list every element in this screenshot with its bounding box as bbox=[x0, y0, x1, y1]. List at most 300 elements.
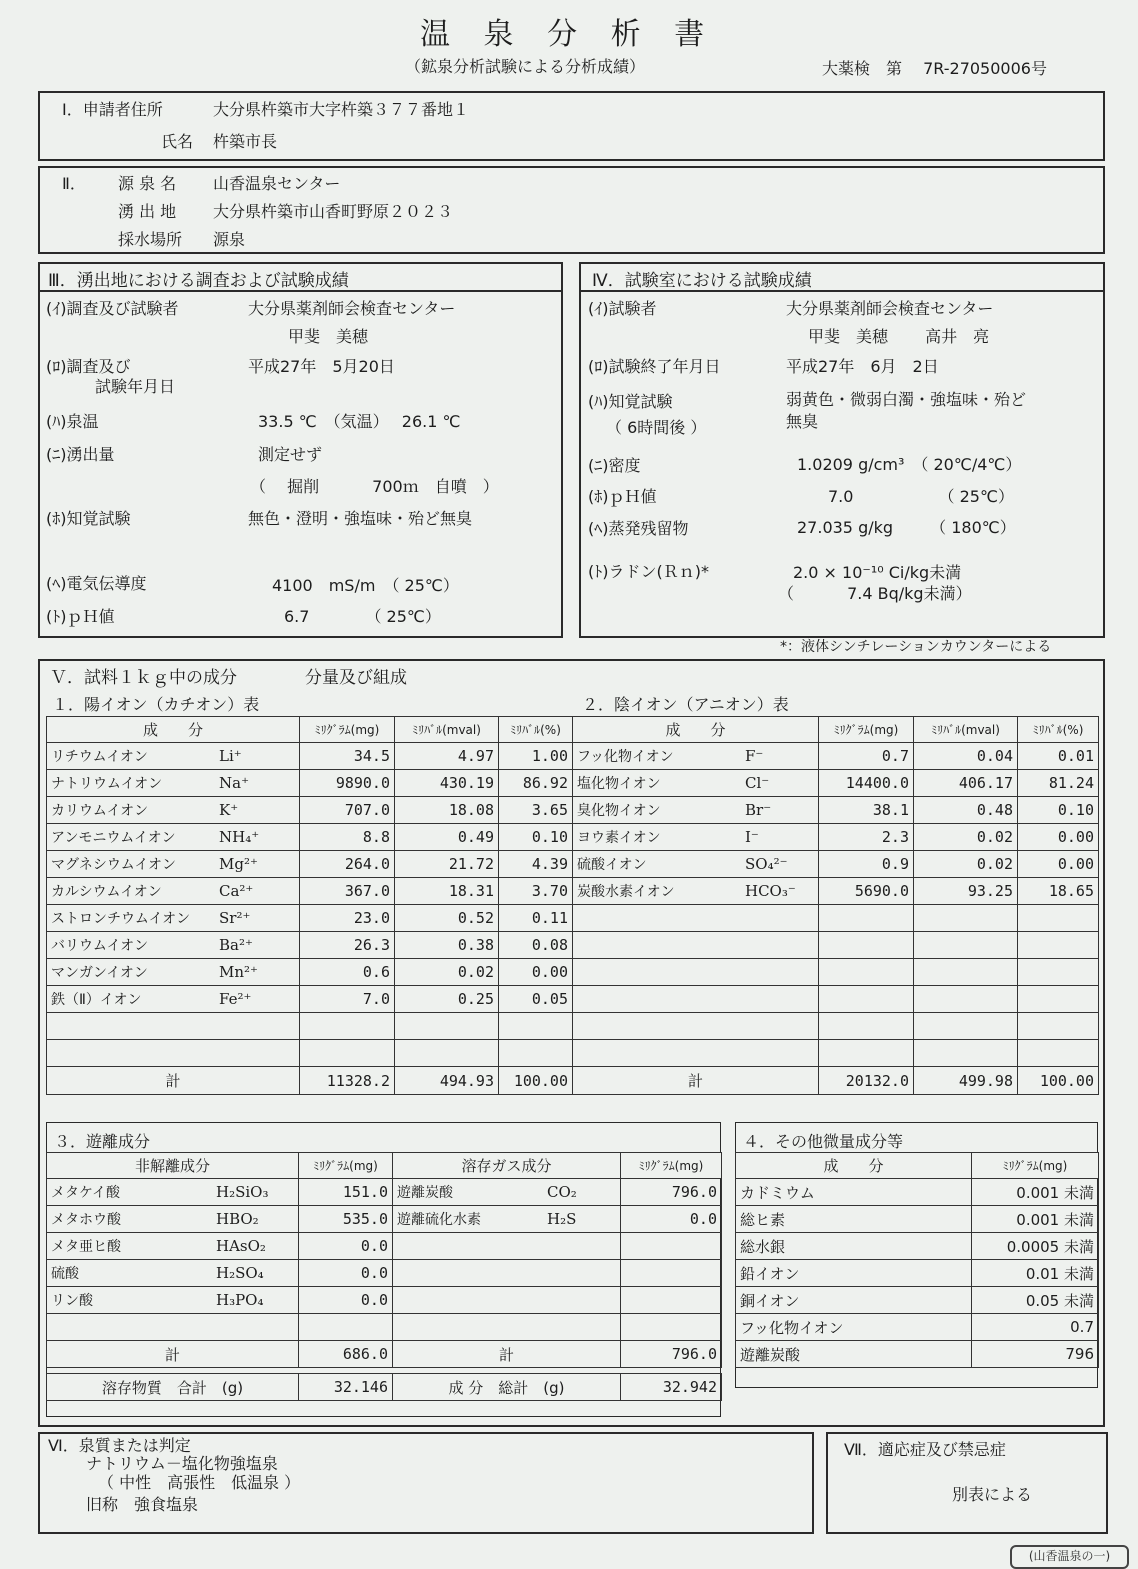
cation-heading: １．陽イオン（カチオン）表 bbox=[52, 695, 260, 714]
ion-pct: 0.10 bbox=[499, 824, 573, 851]
ion-cell bbox=[573, 1040, 819, 1067]
trace-name: カドミウム bbox=[736, 1179, 972, 1206]
s3-conductivity-label: (ﾍ)電気伝導度 bbox=[46, 574, 147, 593]
ion-name: バリウムイオン bbox=[51, 938, 149, 954]
anion-table bbox=[572, 716, 1099, 1095]
nondiss-mg: 0.0 bbox=[299, 1260, 393, 1287]
compound-formula: HBO₂ bbox=[216, 1210, 259, 1228]
ion-symbol: Mg²⁺ bbox=[219, 855, 258, 873]
s4-sensory-label-1: (ﾊ)知覚試験 bbox=[588, 392, 673, 411]
nondiss-cell bbox=[47, 1179, 299, 1206]
col-nondiss: 非解離成分 bbox=[47, 1153, 299, 1179]
ion-mg: 0.6 bbox=[300, 959, 395, 986]
compound-name: メタホウ酸 bbox=[51, 1212, 121, 1228]
ion-pct: 0.01 bbox=[1018, 743, 1099, 770]
ion-symbol: NH₄⁺ bbox=[219, 828, 260, 846]
gas-cell bbox=[393, 1314, 621, 1341]
ion-pct bbox=[1018, 1013, 1099, 1040]
ion-mval: 0.02 bbox=[914, 824, 1018, 851]
cation-total-mg: 11328.2 bbox=[300, 1067, 395, 1095]
ion-mg bbox=[300, 1013, 395, 1040]
ion-mval: 21.72 bbox=[395, 851, 499, 878]
ion-symbol: HCO₃⁻ bbox=[745, 882, 796, 900]
col-mg: ﾐﾘｸﾞﾗﾑ(mg) bbox=[972, 1153, 1099, 1179]
s6-line1: ナトリウム－塩化物強塩泉 bbox=[86, 1454, 278, 1473]
col-mg: ﾐﾘｸﾞﾗﾑ(mg) bbox=[299, 1153, 393, 1179]
gas-name: 遊離炭酸 bbox=[397, 1185, 453, 1201]
table-row bbox=[47, 1040, 573, 1067]
col-gas: 溶存ガス成分 bbox=[393, 1153, 621, 1179]
cation-total-row bbox=[47, 1067, 573, 1095]
cation-total-pct: 100.00 bbox=[499, 1067, 573, 1095]
trace-mg: 796 bbox=[972, 1341, 1099, 1368]
section4-heading: Ⅳ．試験室における試験成績 bbox=[592, 271, 812, 291]
gas-cell bbox=[393, 1233, 621, 1260]
s7-text: 別表による bbox=[952, 1485, 1033, 1504]
col-mg: ﾐﾘｸﾞﾗﾑ(mg) bbox=[300, 717, 395, 743]
ion-cell bbox=[47, 959, 300, 986]
ion-mg bbox=[819, 1013, 914, 1040]
ion-pct: 0.05 bbox=[499, 986, 573, 1013]
applicant-address-label: Ⅰ．申請者住所 bbox=[62, 100, 163, 119]
section-source bbox=[38, 166, 1105, 254]
col-mval: ﾐﾘﾊﾞﾙ(mval) bbox=[914, 717, 1018, 743]
ion-mg: 23.0 bbox=[300, 905, 395, 932]
ion-mval: 430.19 bbox=[395, 770, 499, 797]
table-row bbox=[47, 932, 573, 959]
s4-date: 平成27年 6月 2日 bbox=[786, 357, 939, 376]
anion-header-row bbox=[573, 717, 1099, 743]
grand-total: 32.942 bbox=[621, 1374, 722, 1401]
ion-pct: 0.10 bbox=[1018, 797, 1099, 824]
compound-formula: HAsO₂ bbox=[216, 1237, 266, 1255]
table-row bbox=[47, 1179, 722, 1206]
free-heading: ３．遊離成分 bbox=[54, 1132, 151, 1151]
ion-name: カリウムイオン bbox=[51, 803, 149, 819]
ion-symbol: Sr²⁺ bbox=[219, 909, 251, 927]
table-row bbox=[47, 1260, 722, 1287]
ion-mg bbox=[300, 1040, 395, 1067]
s4-sensory-1: 弱黄色・微弱白濁・強塩味・殆ど bbox=[786, 390, 1027, 409]
table-row bbox=[47, 1314, 722, 1341]
table-row bbox=[573, 743, 1099, 770]
s4-footnote: *：液体シンチレーションカウンターによる bbox=[780, 639, 1052, 655]
trace-mg: 0.7 bbox=[972, 1314, 1099, 1341]
ion-cell bbox=[47, 851, 300, 878]
compound-formula: H₂SiO₃ bbox=[216, 1183, 269, 1201]
nondiss-mg: 0.0 bbox=[299, 1233, 393, 1260]
cation-header-row bbox=[47, 717, 573, 743]
col-pct: ﾐﾘﾊﾞﾙ(%) bbox=[499, 717, 573, 743]
ion-symbol: F⁻ bbox=[745, 747, 764, 765]
ion-cell bbox=[47, 743, 300, 770]
ion-name: ヨウ素イオン bbox=[577, 830, 661, 846]
ion-pct: 3.70 bbox=[499, 878, 573, 905]
table-row bbox=[47, 986, 573, 1013]
table-row bbox=[573, 986, 1099, 1013]
ion-mval bbox=[914, 905, 1018, 932]
ion-cell bbox=[573, 770, 819, 797]
trace-mg: 0.001 未満 bbox=[972, 1179, 1099, 1206]
ion-pct: 0.00 bbox=[1018, 824, 1099, 851]
ion-symbol: Br⁻ bbox=[745, 801, 772, 819]
ion-mval bbox=[395, 1013, 499, 1040]
trace-name: フッ化物イオン bbox=[736, 1314, 972, 1341]
gas-mg bbox=[621, 1260, 722, 1287]
ion-symbol: Li⁺ bbox=[219, 747, 242, 765]
s3-examiner-person: 甲斐 美穂 bbox=[288, 327, 369, 346]
gas-mg bbox=[621, 1314, 722, 1341]
table-row bbox=[573, 1013, 1099, 1040]
col-mg: ﾐﾘｸﾞﾗﾑ(mg) bbox=[819, 717, 914, 743]
col-mval: ﾐﾘﾊﾞﾙ(mval) bbox=[395, 717, 499, 743]
ion-cell bbox=[573, 851, 819, 878]
compound-name: メタケイ酸 bbox=[51, 1185, 121, 1201]
ion-cell bbox=[573, 905, 819, 932]
s3-examiner-org: 大分県薬剤師会検査センター bbox=[248, 299, 456, 318]
gas-cell bbox=[393, 1179, 621, 1206]
anion-total-row bbox=[573, 1067, 1099, 1095]
section3-heading: Ⅲ．湧出地における調査および試験成績 bbox=[48, 271, 349, 291]
nondiss-cell bbox=[47, 1260, 299, 1287]
compound-name: メタ亜ヒ酸 bbox=[51, 1239, 121, 1255]
ion-pct: 0.11 bbox=[499, 905, 573, 932]
table-row bbox=[47, 959, 573, 986]
ion-mval: 0.02 bbox=[395, 959, 499, 986]
table-row bbox=[47, 905, 573, 932]
ion-cell bbox=[573, 824, 819, 851]
ion-mval: 0.52 bbox=[395, 905, 499, 932]
col-pct: ﾐﾘﾊﾞﾙ(%) bbox=[1018, 717, 1099, 743]
total-label: 計 bbox=[393, 1341, 621, 1368]
ion-pct bbox=[1018, 1040, 1099, 1067]
trace-mg: 0.01 未満 bbox=[972, 1260, 1099, 1287]
ion-name: フッ化物イオン bbox=[577, 749, 674, 765]
ion-pct: 1.00 bbox=[499, 743, 573, 770]
s3-date-label-2: 試験年月日 bbox=[95, 377, 176, 396]
applicant-name-label: 氏名 bbox=[161, 132, 194, 151]
ion-mg: 26.3 bbox=[300, 932, 395, 959]
s3-date-label-1: (ﾛ)調査及び bbox=[46, 357, 131, 376]
section5-heading: Ｖ．試料１ｋｇ中の成分 分量及び組成 bbox=[50, 668, 407, 688]
gas-mg: 796.0 bbox=[621, 1179, 722, 1206]
s4-sensory-2: 無臭 bbox=[786, 412, 819, 431]
ion-symbol: Na⁺ bbox=[219, 774, 249, 792]
s6-line2: （ 中性 高張性 低温泉 ） bbox=[98, 1473, 301, 1492]
ion-mval: 0.04 bbox=[914, 743, 1018, 770]
table-row bbox=[573, 797, 1099, 824]
ion-pct: 81.24 bbox=[1018, 770, 1099, 797]
ion-mg bbox=[819, 959, 914, 986]
ion-mg: 367.0 bbox=[300, 878, 395, 905]
ion-mg: 38.1 bbox=[819, 797, 914, 824]
section-applicant bbox=[38, 91, 1105, 161]
s4-density-label: (ﾆ)密度 bbox=[588, 456, 641, 475]
document-subtitle: （鉱泉分析試験による分析成績） bbox=[405, 57, 646, 76]
ion-name: 炭酸水素イオン bbox=[577, 884, 675, 900]
ion-mg: 7.0 bbox=[300, 986, 395, 1013]
table-row bbox=[47, 878, 573, 905]
trace-table bbox=[735, 1152, 1099, 1368]
anion-heading: ２．陰イオン（アニオン）表 bbox=[582, 695, 789, 714]
table-row bbox=[47, 770, 573, 797]
stamp: (山香温泉の一) bbox=[1010, 1545, 1129, 1569]
ion-mval: 406.17 bbox=[914, 770, 1018, 797]
col-component: 成 分 bbox=[573, 717, 819, 743]
ion-cell bbox=[47, 1013, 300, 1040]
ion-symbol: K⁺ bbox=[219, 801, 239, 819]
ion-name: ナトリウムイオン bbox=[51, 776, 163, 792]
trace-mg: 0.001 未満 bbox=[972, 1206, 1099, 1233]
sampling-label: 採水場所 bbox=[118, 230, 183, 249]
gas-cell bbox=[393, 1260, 621, 1287]
anion-total-mg: 20132.0 bbox=[819, 1067, 914, 1095]
compound-name: 硫酸 bbox=[51, 1266, 79, 1282]
ion-name: マグネシウムイオン bbox=[51, 857, 177, 873]
compound-name: リン酸 bbox=[51, 1293, 93, 1309]
s3-flow-label: (ﾆ)湧出量 bbox=[46, 445, 115, 464]
ion-name: アンモニウムイオン bbox=[51, 830, 176, 846]
ion-pct: 0.00 bbox=[1018, 851, 1099, 878]
ion-name: マンガンイオン bbox=[51, 965, 148, 981]
document-title: 温 泉 分 析 書 bbox=[420, 17, 717, 52]
nondiss-cell bbox=[47, 1287, 299, 1314]
cation-table bbox=[46, 716, 573, 1095]
ion-mg bbox=[819, 905, 914, 932]
s3-date: 平成27年 5月20日 bbox=[248, 357, 395, 376]
gas-mg bbox=[621, 1287, 722, 1314]
s4-ph-label: (ﾎ)ｐＨ値 bbox=[588, 487, 657, 506]
table-row bbox=[736, 1179, 1099, 1206]
table-row bbox=[573, 932, 1099, 959]
ion-mg: 9890.0 bbox=[300, 770, 395, 797]
ion-symbol: SO₄²⁻ bbox=[745, 855, 788, 873]
nondiss-mg: 535.0 bbox=[299, 1206, 393, 1233]
s6-heading: Ⅵ．泉質または判定 bbox=[48, 1436, 191, 1455]
ion-pct: 3.65 bbox=[499, 797, 573, 824]
source-name: 山香温泉センター bbox=[213, 174, 341, 193]
compound-formula: H₂SO₄ bbox=[216, 1264, 264, 1282]
gas-cell bbox=[393, 1206, 621, 1233]
gas-cell bbox=[393, 1287, 621, 1314]
ion-mg: 707.0 bbox=[300, 797, 395, 824]
ion-symbol: Ca²⁺ bbox=[219, 882, 254, 900]
s4-examiner-persons: 甲斐 美穂 高井 亮 bbox=[808, 327, 990, 346]
ion-mg bbox=[819, 986, 914, 1013]
col-mg: ﾐﾘｸﾞﾗﾑ(mg) bbox=[621, 1153, 722, 1179]
ion-cell bbox=[47, 797, 300, 824]
s3-sensory: 無色・澄明・強塩味・殆ど無臭 bbox=[248, 509, 473, 528]
certificate-number: 大薬検 第 7R-27050006号 bbox=[822, 59, 1047, 78]
table-row bbox=[47, 851, 573, 878]
table-row bbox=[736, 1233, 1099, 1260]
ion-cell bbox=[573, 959, 819, 986]
trace-header-row bbox=[736, 1153, 1099, 1179]
table-row bbox=[736, 1260, 1099, 1287]
ion-mval bbox=[914, 1013, 1018, 1040]
nondiss-mg: 151.0 bbox=[299, 1179, 393, 1206]
free-total-row bbox=[47, 1341, 722, 1368]
ion-mval: 93.25 bbox=[914, 878, 1018, 905]
total-label: 計 bbox=[47, 1341, 299, 1368]
gas-name: 遊離硫化水素 bbox=[397, 1212, 481, 1228]
ion-mg: 14400.0 bbox=[819, 770, 914, 797]
s4-examiner-org: 大分県薬剤師会検査センター bbox=[786, 299, 994, 318]
table-row bbox=[736, 1314, 1099, 1341]
applicant-address: 大分県杵築市大字杵築３７７番地１ bbox=[213, 100, 470, 119]
ion-mg: 2.3 bbox=[819, 824, 914, 851]
ion-mg: 5690.0 bbox=[819, 878, 914, 905]
dissolved-total: 32.146 bbox=[299, 1374, 393, 1401]
applicant-name: 杵築市長 bbox=[213, 132, 278, 151]
location-label: 湧 出 地 bbox=[118, 202, 177, 221]
trace-name: 総水銀 bbox=[736, 1233, 972, 1260]
ion-cell bbox=[573, 932, 819, 959]
ion-name: 鉄（Ⅱ）イオン bbox=[51, 992, 142, 1008]
col-component: 成 分 bbox=[736, 1153, 972, 1179]
ion-mg: 0.7 bbox=[819, 743, 914, 770]
ion-cell bbox=[47, 932, 300, 959]
ion-symbol: I⁻ bbox=[745, 828, 759, 846]
ion-cell bbox=[47, 824, 300, 851]
trace-name: 総ヒ素 bbox=[736, 1206, 972, 1233]
ion-mg: 34.5 bbox=[300, 743, 395, 770]
s3-temp: 33.5 ℃ （気温） 26.1 ℃ bbox=[258, 412, 461, 431]
ion-mg: 8.8 bbox=[300, 824, 395, 851]
ion-cell bbox=[573, 743, 819, 770]
ion-name: 硫酸イオン bbox=[577, 857, 647, 873]
ion-mval bbox=[395, 1040, 499, 1067]
ion-mg: 264.0 bbox=[300, 851, 395, 878]
s3-flow: 測定せず bbox=[258, 445, 323, 464]
ion-name: 塩化物イオン bbox=[577, 776, 661, 792]
table-row bbox=[47, 743, 573, 770]
ion-pct bbox=[1018, 986, 1099, 1013]
trace-name: 遊離炭酸 bbox=[736, 1341, 972, 1368]
table-row bbox=[47, 797, 573, 824]
s4-examiner-label: (ｲ)試験者 bbox=[588, 299, 657, 318]
ion-mval: 0.38 bbox=[395, 932, 499, 959]
s3-ph-label: (ﾄ)ｐＨ値 bbox=[46, 607, 115, 626]
anion-total-mval: 499.98 bbox=[914, 1067, 1018, 1095]
ion-mval: 18.31 bbox=[395, 878, 499, 905]
ion-pct bbox=[1018, 932, 1099, 959]
dissolved-label: 溶存物質 合計 (g) bbox=[47, 1374, 299, 1401]
table-row bbox=[573, 770, 1099, 797]
s7-heading: Ⅶ．適応症及び禁忌症 bbox=[844, 1440, 1006, 1459]
nondiss-cell bbox=[47, 1233, 299, 1260]
s6-line3: 旧称 強食塩泉 bbox=[86, 1495, 199, 1514]
col-component: 成 分 bbox=[47, 717, 300, 743]
ion-cell bbox=[573, 797, 819, 824]
ion-symbol: Mn²⁺ bbox=[219, 963, 258, 981]
ion-pct: 86.92 bbox=[499, 770, 573, 797]
total-label: 計 bbox=[47, 1067, 300, 1095]
ion-cell bbox=[573, 986, 819, 1013]
nondiss-cell bbox=[47, 1206, 299, 1233]
ion-mval bbox=[914, 932, 1018, 959]
table-row bbox=[47, 1206, 722, 1233]
total-label: 計 bbox=[573, 1067, 819, 1095]
table-row bbox=[47, 824, 573, 851]
table-row bbox=[573, 959, 1099, 986]
s3-sensory-label: (ﾎ)知覚試験 bbox=[46, 509, 131, 528]
gas-formula: CO₂ bbox=[547, 1183, 577, 1201]
table-row bbox=[47, 1233, 722, 1260]
trace-heading: ４．その他微量成分等 bbox=[743, 1132, 904, 1151]
sampling-place: 源泉 bbox=[213, 230, 246, 249]
ion-mval: 0.48 bbox=[914, 797, 1018, 824]
nondiss-cell bbox=[47, 1314, 299, 1341]
ion-pct bbox=[499, 1013, 573, 1040]
gas-mg bbox=[621, 1233, 722, 1260]
s4-sensory-label-2: （ 6時間後 ） bbox=[606, 418, 707, 437]
ion-mg bbox=[819, 932, 914, 959]
trace-name: 鉛イオン bbox=[736, 1260, 972, 1287]
ion-mval: 0.25 bbox=[395, 986, 499, 1013]
s4-residue: 27.035 g/kg （ 180℃） bbox=[797, 518, 1016, 537]
table-row bbox=[573, 851, 1099, 878]
s3-flow-detail: （ 掘削 700ｍ 自噴 ） bbox=[250, 477, 499, 496]
ion-mval bbox=[914, 1040, 1018, 1067]
s4-residue-label: (ﾍ)蒸発残留物 bbox=[588, 519, 689, 538]
ion-name: ストロンチウムイオン bbox=[51, 911, 191, 927]
table-row bbox=[573, 1040, 1099, 1067]
source-name-label: 源 泉 名 bbox=[118, 174, 177, 193]
nondiss-total: 686.0 bbox=[299, 1341, 393, 1368]
table-row bbox=[573, 824, 1099, 851]
table-row bbox=[736, 1206, 1099, 1233]
s4-date-label: (ﾛ)試験終了年月日 bbox=[588, 357, 721, 376]
ion-symbol: Cl⁻ bbox=[745, 774, 770, 792]
ion-name: リチウムイオン bbox=[51, 749, 148, 765]
ion-pct bbox=[1018, 959, 1099, 986]
s3-ph: 6.7 （ 25℃） bbox=[284, 607, 441, 626]
ion-cell bbox=[47, 878, 300, 905]
ion-name: 臭化物イオン bbox=[577, 803, 661, 819]
ion-cell bbox=[47, 1040, 300, 1067]
s3-temp-label: (ﾊ)泉温 bbox=[46, 412, 99, 431]
table-row bbox=[573, 905, 1099, 932]
s3-conductivity: 4100 mS/m （ 25℃） bbox=[272, 576, 459, 595]
ion-mval bbox=[914, 986, 1018, 1013]
ion-name: カルシウムイオン bbox=[51, 884, 162, 900]
table-row bbox=[736, 1341, 1099, 1368]
s4-radon-label: (ﾄ)ラドン(Ｒｎ)* bbox=[588, 562, 709, 581]
s3-examiner-label: (ｲ)調査及び試験者 bbox=[46, 299, 179, 318]
ion-pct: 4.39 bbox=[499, 851, 573, 878]
s4-density: 1.0209 g/cm³ （ 20℃/4℃） bbox=[797, 455, 1022, 474]
ion-mval bbox=[914, 959, 1018, 986]
s4-ph: 7.0 （ 25℃） bbox=[828, 487, 1014, 506]
compound-formula: H₃PO₄ bbox=[216, 1291, 264, 1309]
ion-pct: 18.65 bbox=[1018, 878, 1099, 905]
nondiss-mg bbox=[299, 1314, 393, 1341]
ion-mval: 0.02 bbox=[914, 851, 1018, 878]
table-row bbox=[47, 1013, 573, 1040]
ion-mval: 0.49 bbox=[395, 824, 499, 851]
ion-mg bbox=[819, 1040, 914, 1067]
location: 大分県杵築市山香町野原２０２３ bbox=[213, 202, 454, 221]
ion-cell bbox=[573, 878, 819, 905]
ion-cell bbox=[47, 986, 300, 1013]
ion-mval: 4.97 bbox=[395, 743, 499, 770]
gas-total: 796.0 bbox=[621, 1341, 722, 1368]
table-row bbox=[47, 1287, 722, 1314]
grand-label: 成 分 総計 (g) bbox=[393, 1374, 621, 1401]
ion-symbol: Fe²⁺ bbox=[219, 990, 252, 1008]
table-row bbox=[573, 878, 1099, 905]
